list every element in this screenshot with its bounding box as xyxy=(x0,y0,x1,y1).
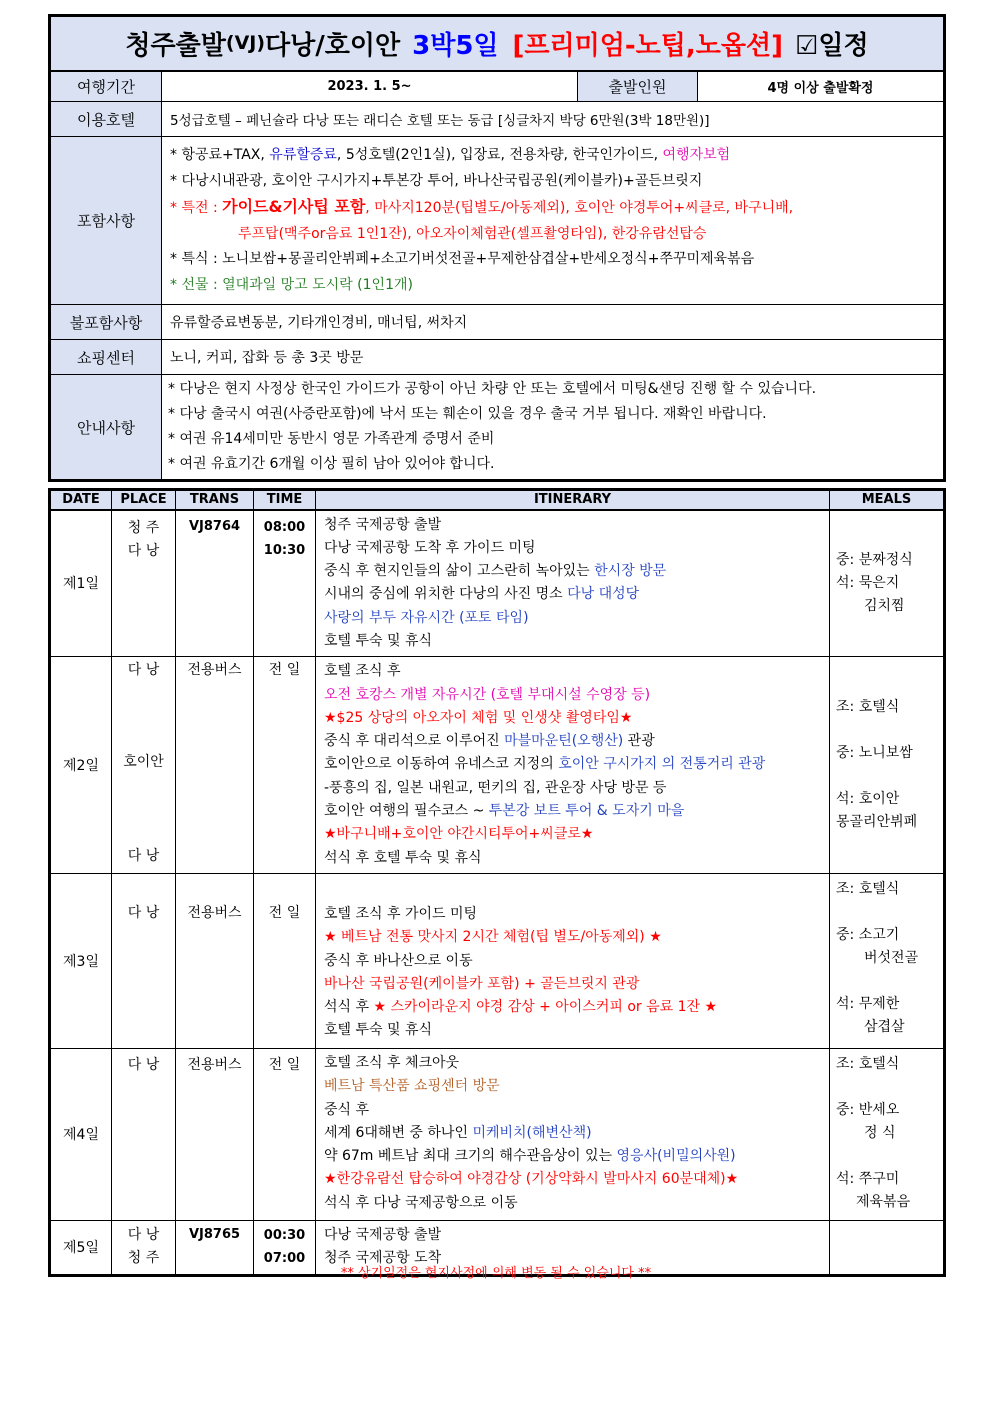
include-line: * 항공료+TAX, 유류할증료, 5성호텔(2인1실), 입장료, 전용차량, 한국인가이드, 여행자보험 xyxy=(170,147,731,163)
trip-info-table xyxy=(48,14,946,482)
day-place: 다 낭 청 주 xyxy=(112,1220,176,1275)
header-trans: TRANS xyxy=(176,490,254,510)
header-time: TIME xyxy=(254,490,316,510)
include-line: * 선물 : 열대과일 망고 도시락 (1인1개) xyxy=(170,276,413,293)
day-time: 전 일 xyxy=(254,873,316,1048)
day-label: 제1일 xyxy=(50,510,112,657)
exclude-value: 유류할증료변동분, 기타개인경비, 매너팁, 써차지 xyxy=(162,305,945,340)
day-label: 제4일 xyxy=(50,1048,112,1220)
shopping-label: 쇼핑센터 xyxy=(50,340,162,375)
day-label: 제2일 xyxy=(50,657,112,874)
day-time: 전 일 xyxy=(254,657,316,874)
day-meals: 중: 분짜정식 석: 묵은지 김치찜 xyxy=(830,510,945,657)
include-list xyxy=(162,137,945,305)
include-line: * 다낭시내관광, 호이안 구시가지+투본강 투어, 바나산국립공원(케이블카)+골든브릿지 xyxy=(170,172,703,189)
day-meals: 조: 호텔식 중: 소고기 버섯전골 석: 무제한 삼겹살 xyxy=(830,873,945,1048)
day-label: 제5일 xyxy=(50,1220,112,1275)
people-label: 출발인원 xyxy=(578,71,698,102)
transport: 전용버스 xyxy=(176,1048,254,1220)
notice-label: 안내사항 xyxy=(50,375,162,481)
day-row xyxy=(50,1048,945,1220)
day-place: 다 낭 xyxy=(112,873,176,1048)
transport: 전용버스 xyxy=(176,873,254,1048)
header-itinerary: ITINERARY xyxy=(316,490,830,510)
title-duration: 3박5일 xyxy=(412,30,499,61)
hotel-label: 이용호텔 xyxy=(50,102,162,137)
day-time: 00:30 07:00 xyxy=(254,1220,316,1275)
itinerary-table xyxy=(48,488,946,1277)
notice-list xyxy=(162,375,945,481)
footer-note: ** 상기일정은 현지사정에 의해 변동 될 수 있습니다 ** xyxy=(340,1266,652,1281)
day-itinerary: 청주 국제공항 출발 다낭 국제공항 도착 후 가이드 미팅 중식 후 현지인들의 삶이 고스란히 녹아있는 한시장 방문 시내의 중심에 위치한 다낭의 사진 명소 다낭 대성당 사랑의 부두 자유시간 (포토 타임) 호텔 투숙 및 휴식 xyxy=(316,510,830,657)
title-schedule: ☑일정 xyxy=(795,30,869,61)
header-date: DATE xyxy=(50,490,112,510)
include-label: 포함사항 xyxy=(50,137,162,305)
transport: 전용버스 xyxy=(176,657,254,874)
flight-number: VJ8765 xyxy=(176,1220,254,1275)
day-itinerary: 호텔 조식 후 오전 호캉스 개별 자유시간 (호텔 부대시설 수영장 등) ★$25 상당의 아오자이 체험 및 인생샷 촬영타임★ 중식 후 대리석으로 이루어진 마블마운틴(오행산) 관광 호이안으로 이동하여 유네스코 지정의 호이안 구시가지 의 전통거리 관광 -풍흥의 집, 일본 내원교, 떤키의 집, 관운장 사당 방문 등 호이안 여행의 필수코스 ~ 투본강 보트 투어 & 도자기 마을 ★바구니배+호이안 야간시티투어+씨클로★ 석식 후 호텔 투숙 및 휴식 xyxy=(316,657,830,874)
period-label: 여행기간 xyxy=(50,71,162,102)
day-place: 청 주 다 낭 xyxy=(112,510,176,657)
header-meals: MEALS xyxy=(830,490,945,510)
period-value: 2023. 1. 5~ xyxy=(162,71,578,102)
title-airline: (VJ) xyxy=(225,32,266,55)
day-meals: 조: 호텔식 중: 노니보쌈 석: 호이안 몽골리안뷔페 xyxy=(830,657,945,874)
day-place: 다 낭 호이안 다 낭 xyxy=(112,657,176,874)
day-itinerary: 호텔 조식 후 가이드 미팅 ★ 베트남 전통 맛사지 2시간 체험(팁 별도/아동제외) ★ 중식 후 바나산으로 이동 바나산 국립공원(케이블카 포함) + 골든브릿지 관광 석식 후 ★ 스카이라운지 야경 감상 + 아이스커피 or 음료 1잔 ★ 호텔 투숙 및 휴식 xyxy=(316,873,830,1048)
day-itinerary: 다낭 국제공항 출발 청주 국제공항 도착 xyxy=(316,1220,830,1275)
exclude-label: 불포함사항 xyxy=(50,305,162,340)
day-itinerary: 호텔 조식 후 체크아웃 베트남 특산품 쇼핑센터 방문 중식 후 세계 6대해변 중 하나인 미케비치(해변산책) 약 67m 베트남 최대 크기의 해수관음상이 있는 영응사(비밀의사원) ★한강유람선 탑승하여 야경감상 (기상악화시 발마사지 60분대체)★ 석식 후 다낭 국제공항으로 이동 xyxy=(316,1048,830,1220)
title-premium: [프리미엄-노팁,노옵션] xyxy=(512,30,784,61)
include-line: 루프탑(맥주or음료 1인1잔), 아오자이체험관(셀프촬영타임), 한강유람선탑승 xyxy=(238,225,707,242)
itinerary-header-row xyxy=(50,490,945,510)
flight-number: VJ8764 xyxy=(176,510,254,657)
day-row xyxy=(50,510,945,657)
title-destination: 다낭/호이안 xyxy=(265,30,401,61)
header-place: PLACE xyxy=(112,490,176,510)
day-meals: 조: 호텔식 중: 반세오 정 식 석: 쭈구미 제육볶음 xyxy=(830,1048,945,1220)
people-value: 4명 이상 출발확정 xyxy=(698,71,945,102)
day-time: 08:00 10:30 xyxy=(254,510,316,657)
day-label: 제3일 xyxy=(50,873,112,1048)
day-time: 전 일 xyxy=(254,1048,316,1220)
title-origin: 청주출발 xyxy=(125,30,226,61)
day-row xyxy=(50,657,945,874)
document-title xyxy=(50,16,945,71)
hotel-value: 5성급호텔 – 페닌슐라 다낭 또는 래디슨 호텔 또는 동급 [싱글차지 박당 6만원(3박 18만원)] xyxy=(162,102,945,137)
notice-line: * 여권 유14세미만 동반시 영문 가족관계 증명서 준비 xyxy=(168,431,495,447)
shopping-value: 노니, 커피, 잡화 등 총 3곳 방문 xyxy=(162,340,945,375)
notice-line: * 다낭 출국시 여권(사증란포함)에 낙서 또는 훼손이 있을 경우 출국 거부 됩니다. 재확인 바랍니다. xyxy=(168,406,767,422)
include-line: * 특전 : 가이드&기사팁 포함, 마사지120분(팁별도/아동제외), 호이안 야경투어+씨클로, 바구니배, xyxy=(170,197,794,216)
notice-line: * 여권 유효기간 6개월 이상 필히 남아 있어야 합니다. xyxy=(168,456,495,472)
include-line: * 특식 : 노니보쌈+몽골리안뷔페+소고기버섯전골+무제한삼겹살+반세오정식+쭈꾸미제육볶음 xyxy=(170,251,755,267)
day-place: 다 낭 xyxy=(112,1048,176,1220)
notice-line: * 다낭은 현지 사정상 한국인 가이드가 공항이 아닌 차량 안 또는 호텔에서 미팅&샌딩 진행 할 수 있습니다. xyxy=(168,381,817,397)
day-row xyxy=(50,873,945,1048)
